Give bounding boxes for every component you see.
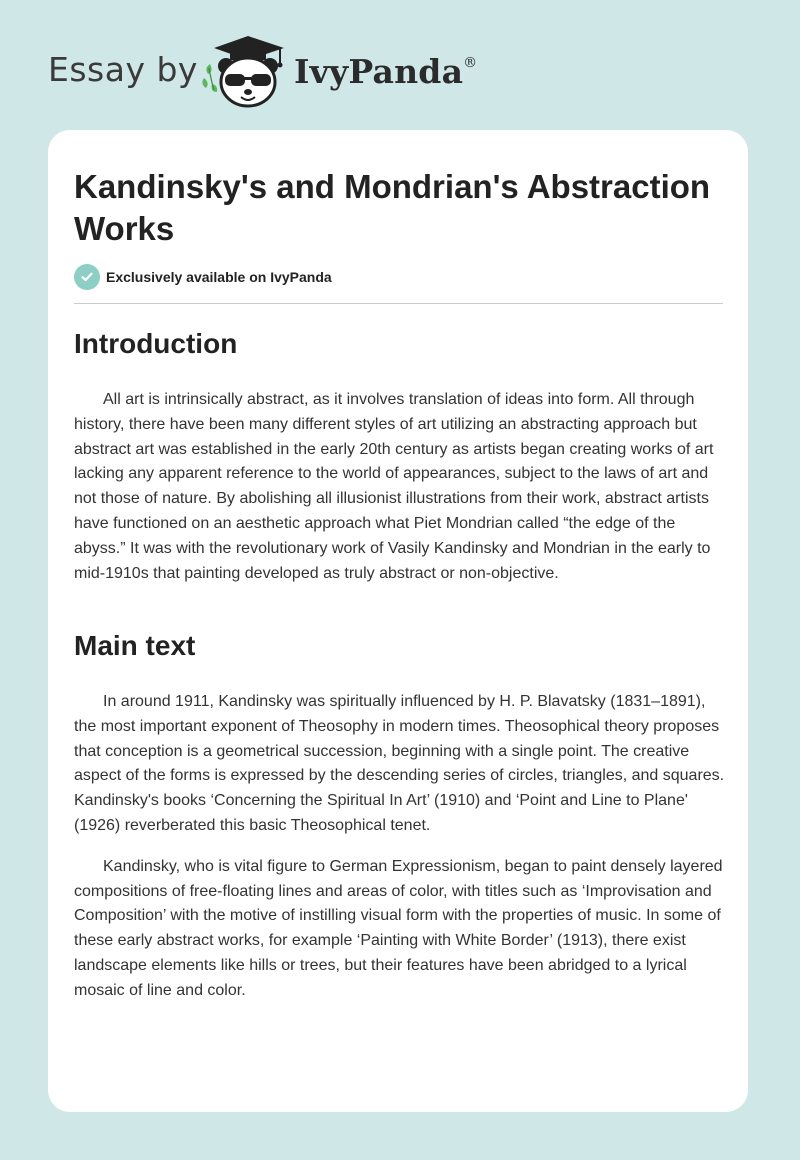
exclusive-badge	[74, 264, 332, 290]
paragraph: Kandinsky, who is vital figure to German Expressionism, began to paint densely layered compositions of free-floating lines and areas of color, with titles such as ‘Improvisation and Composition’ with the motive of instilling visual form with the properties of music. In some of these early abstract works, for example ‘Painting with White Border’ (1913), there exist landscape elements like hills or trees, but their features have been abridged to a lyrical mosaic of line and color.	[74, 857, 723, 999]
brand-header[interactable]	[48, 34, 478, 110]
divider	[74, 303, 723, 304]
paragraph: All art is intrinsically abstract, as it involves translation of ideas into form. All through history, there have been many different styles of art utilizing an abstracting approach but abstract art was established in the early 20th century as artists began creating works of art lacking any apparent reference to the world of appearances, subject to the laws of art and not those of nature. By abolishing all illusionist illustrations from their work, abstract artists have functioned on an aesthetic approach what Piet Mondrian called “the edge of the abyss.” It was with the revolutionary work of Vasily Kandinsky and Mondrian in the early to mid-1910s that painting developed as truly abstract or non-objective.	[74, 391, 714, 582]
exclusive-badge-label: Exclusively available on IvyPanda	[106, 269, 332, 285]
section-heading: Introduction	[74, 328, 238, 359]
check-icon	[74, 264, 100, 290]
section-introduction	[74, 327, 726, 586]
section-main-text	[74, 629, 726, 1004]
section-heading: Main text	[74, 630, 196, 661]
paragraph: In around 1911, Kandinsky was spiritually influenced by H. P. Blavatsky (1831–1891), the most important exponent of Theosophy in modern times. Theosophical theory proposes that conception is a geometrical succession, beginning with a single point. The creative aspect of the forms is expressed by the descending series of circles, triangles, and squares. Kandinsky's books ‘Concerning the Spiritual In Art’ (1910) and ‘Point and Line to Plane' (1926) reverberated this basic Theosophical tenet.	[74, 693, 725, 834]
ivy-leaf-icon	[202, 64, 217, 92]
panda-logo-icon	[200, 34, 290, 110]
page-title: Kandinsky's and Mondrian's Abstraction Works	[74, 168, 711, 247]
registered-mark: ®	[463, 55, 478, 71]
brand-name: IvyPanda®	[294, 52, 478, 91]
brand-prefix: Essay by	[48, 50, 198, 89]
essay-card	[48, 130, 748, 1112]
